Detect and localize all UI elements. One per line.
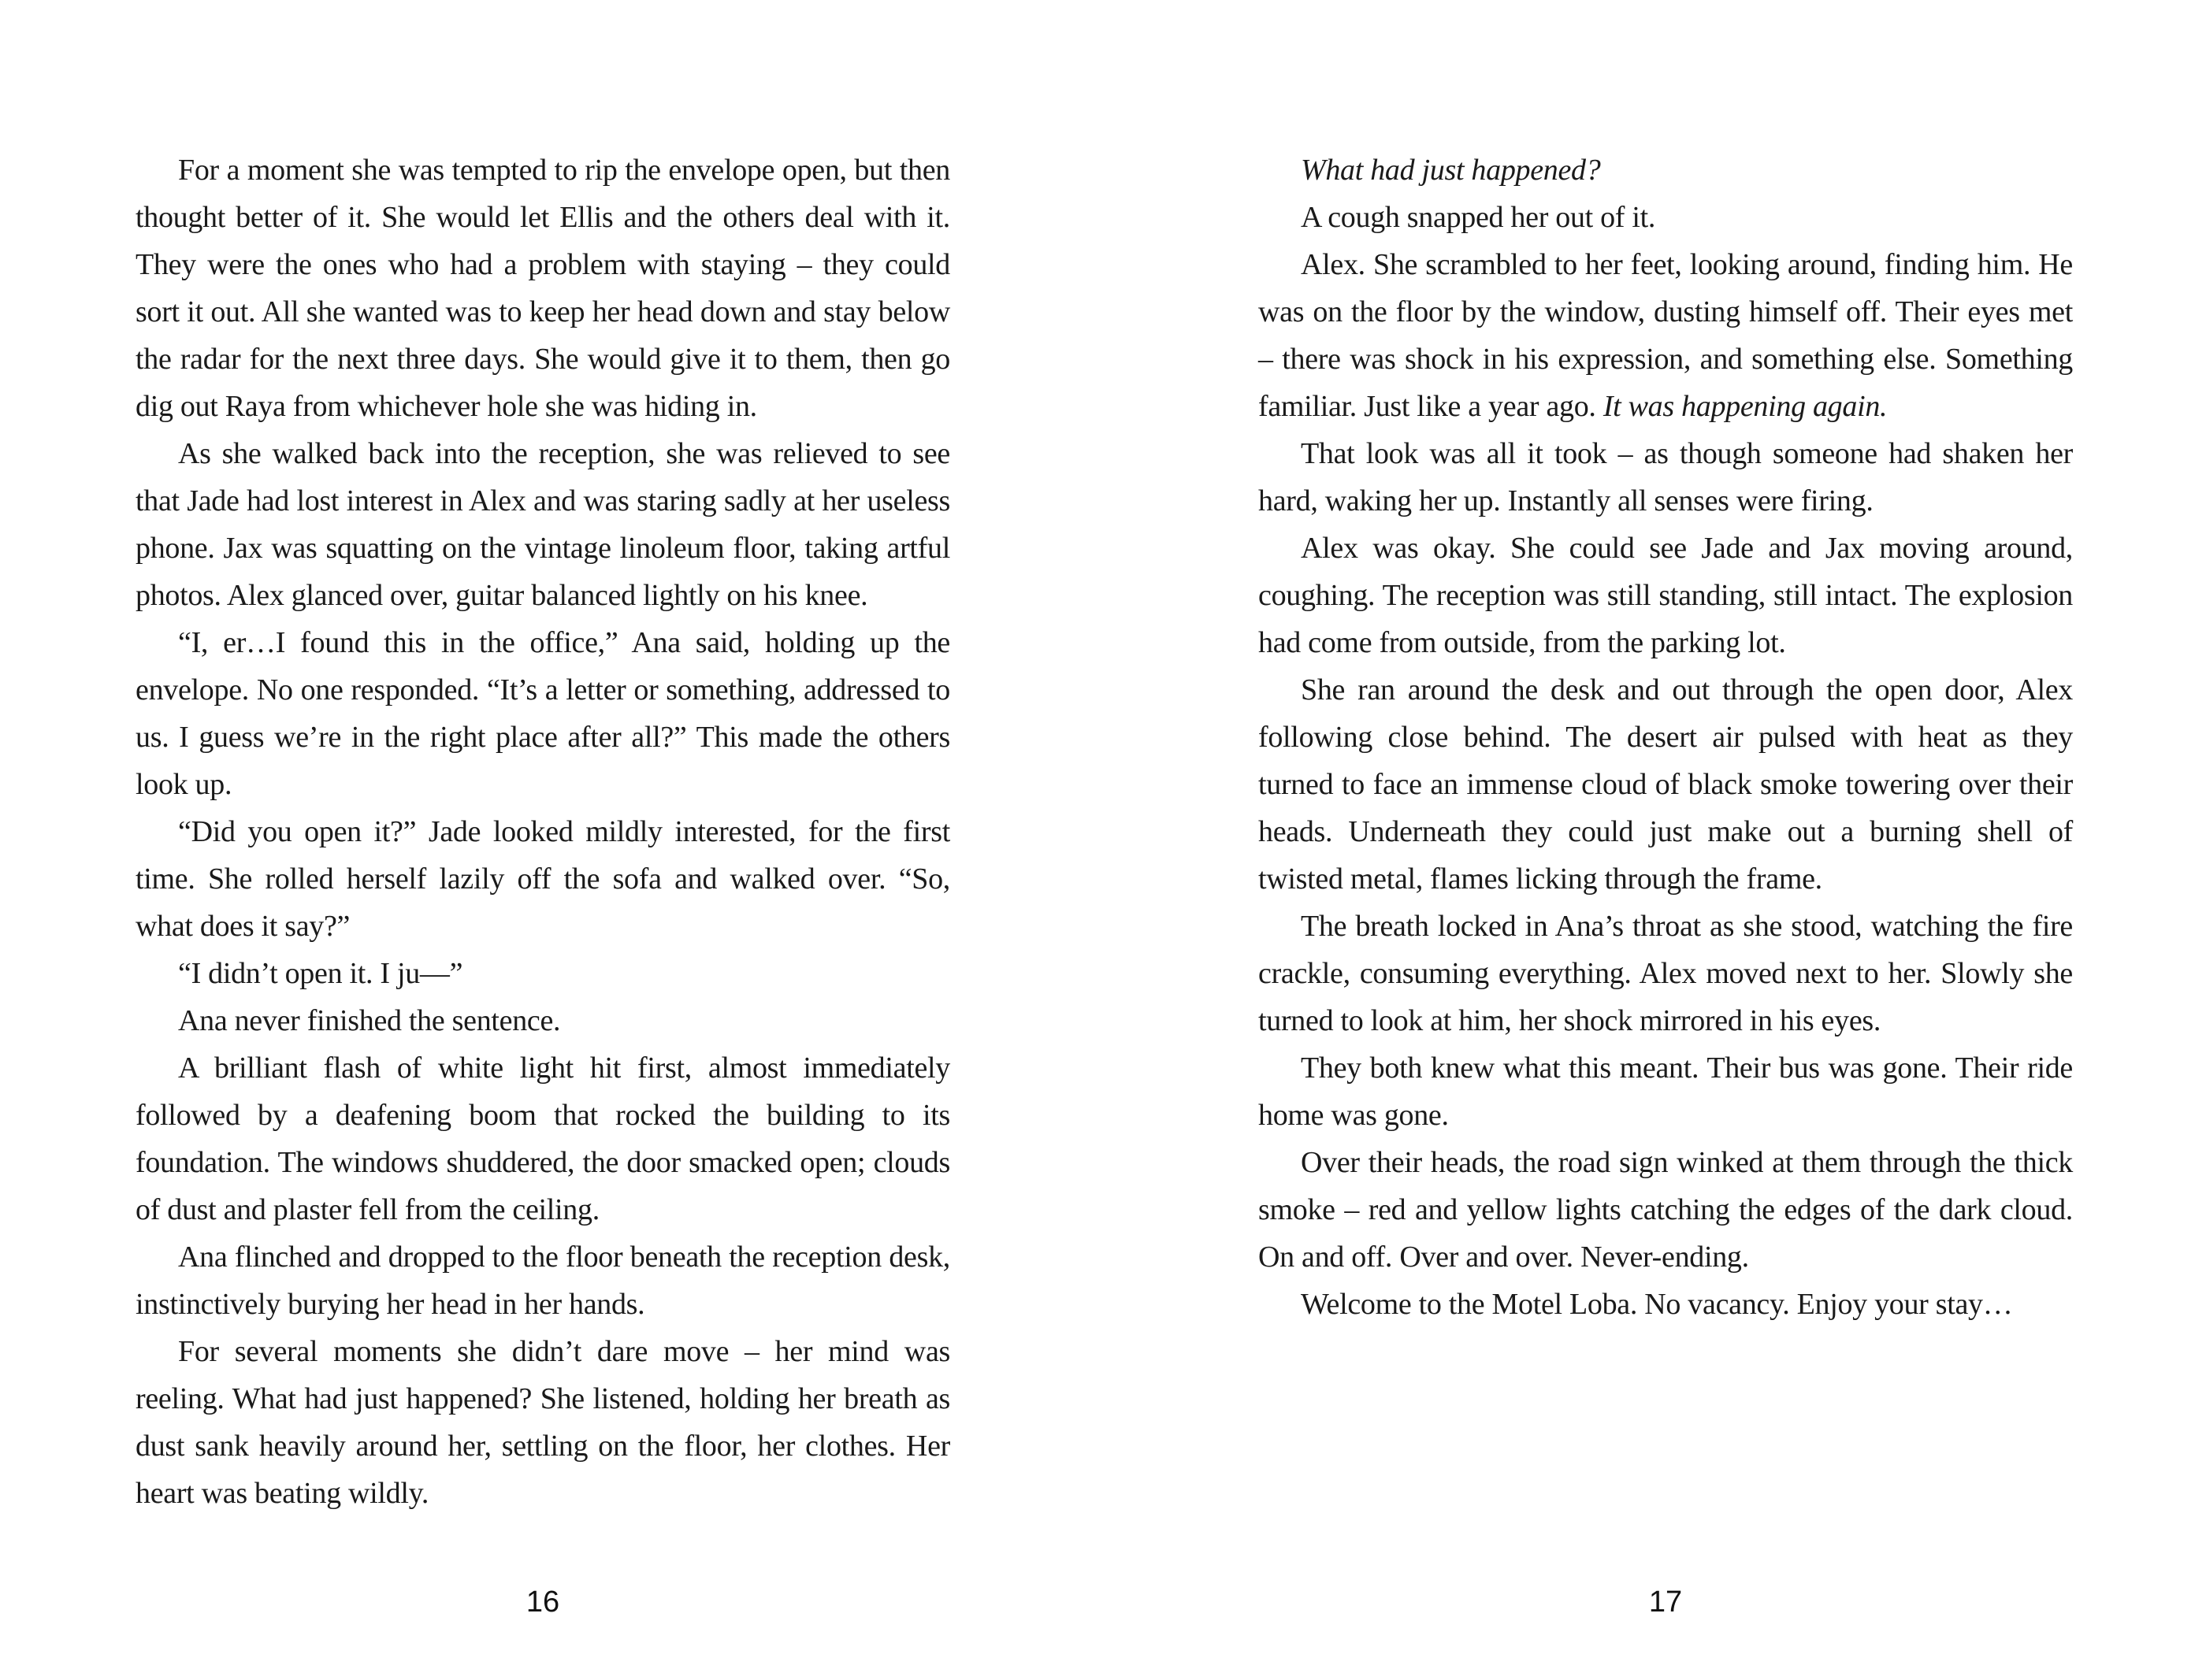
- paragraph-segment: Ana never finished the sentence.: [178, 1004, 561, 1037]
- page-number-right: 17: [1648, 1585, 1683, 1619]
- paragraph-segment: “I didn’t open it. I ju—”: [178, 957, 463, 990]
- paragraph-segment: “Did you open it?” Jade looked mildly interested, for the first time. She rolled herself lazily off the sofa and walked over. “So, what does it say?”: [136, 815, 950, 943]
- paragraph: [136, 808, 950, 950]
- paragraph: [1258, 525, 2073, 666]
- paragraph-segment-italic: What had just happened?: [1301, 154, 1601, 187]
- paragraph-segment: A cough snapped her out of it.: [1301, 201, 1656, 234]
- paragraph-segment: “I, er…I found this in the office,” Ana said, holding up the envelope. No one responded. “It’s a letter or something, addressed to us. I guess we’re in the right place after all?” This made the others look up.: [136, 626, 950, 801]
- paragraph: [1258, 1139, 2073, 1281]
- paragraph-segment: Welcome to the Motel Loba. No vacancy. Enjoy your stay…: [1301, 1288, 2013, 1321]
- paragraph: [1258, 430, 2073, 525]
- paragraph-segment: That look was all it took – as though someone had shaken her hard, waking her up. Instantly all senses were firing.: [1258, 437, 2073, 517]
- paragraph: [1258, 1044, 2073, 1139]
- paragraph: [136, 950, 950, 997]
- paragraph-segment: The breath locked in Ana’s throat as she stood, watching the fire crackle, consuming everything. Alex moved next to her. Slowly she turned to look at him, her shock mirrored in his eyes.: [1258, 910, 2073, 1037]
- paragraph: [136, 430, 950, 619]
- page-right-text: [1258, 146, 2073, 1328]
- paragraph: [1258, 903, 2073, 1044]
- paragraph: [136, 997, 950, 1044]
- paragraph-segment-italic: It was happening again.: [1603, 390, 1888, 423]
- paragraph-segment: She ran around the desk and out through the open door, Alex following close behind. The desert air pulsed with heat as they turned to face an immense cloud of black smoke towering over their heads. Underneath they could just make out a burning shell of twisted metal, flames licking through the frame.: [1258, 673, 2073, 896]
- paragraph: [136, 1328, 950, 1517]
- paragraph-segment: Ana flinched and dropped to the floor beneath the reception desk, instinctively burying her head in her hands.: [136, 1241, 950, 1321]
- paragraph-segment: A brilliant flash of white light hit first, almost immediately followed by a deafening boom that rocked the building to its foundation. The windows shuddered, the door smacked open; clouds of dust and plaster fell from the ceiling.: [136, 1051, 950, 1226]
- paragraph-segment: For a moment she was tempted to rip the envelope open, but then thought better of it. She would let Ellis and the others deal with it. They were the ones who had a problem with staying – they could sort it out. All she wanted was to keep her head down and stay below the radar for the next three days. She would give it to them, then go dig out Raya from whichever hole she was hiding in.: [136, 154, 950, 423]
- paragraph: [136, 146, 950, 430]
- paragraph: [136, 619, 950, 808]
- paragraph: [1258, 146, 2073, 194]
- paragraph: [136, 1233, 950, 1328]
- paragraph: [136, 1044, 950, 1233]
- paragraph-segment: For several moments she didn’t dare move – her mind was reeling. What had just happened? She listened, holding her breath as dust sank heavily around her, settling on the floor, her clothes. Her heart was beating wildly.: [136, 1335, 950, 1510]
- paragraph: [1258, 666, 2073, 903]
- paragraph: [1258, 1281, 2073, 1328]
- paragraph: [1258, 194, 2073, 241]
- page-right: [1103, 0, 2206, 1680]
- paragraph-segment: Over their heads, the road sign winked at them through the thick smoke – red and yellow lights catching the edges of the dark cloud. On and off. Over and over. Never-ending.: [1258, 1146, 2073, 1274]
- paragraph-segment: They both knew what this meant. Their bus was gone. Their ride home was gone.: [1258, 1051, 2073, 1132]
- paragraph-segment: Alex was okay. She could see Jade and Jax moving around, coughing. The reception was still standing, still intact. The explosion had come from outside, from the parking lot.: [1258, 532, 2073, 659]
- paragraph: [1258, 241, 2073, 430]
- page-number-left: 16: [526, 1585, 560, 1619]
- page-left-text: [136, 146, 950, 1517]
- paragraph-segment: As she walked back into the reception, she was relieved to see that Jade had lost interest in Alex and was staring sadly at her useless phone. Jax was squatting on the vintage linoleum floor, taking artful photos. Alex glanced over, guitar balanced lightly on his knee.: [136, 437, 950, 612]
- paragraph-segment: Alex. She scrambled to her feet, looking around, finding him. He was on the floor by the window, dusting himself off. Their eyes met – there was shock in his expression, and something else. Something familiar. Just like a year ago.: [1258, 248, 2073, 423]
